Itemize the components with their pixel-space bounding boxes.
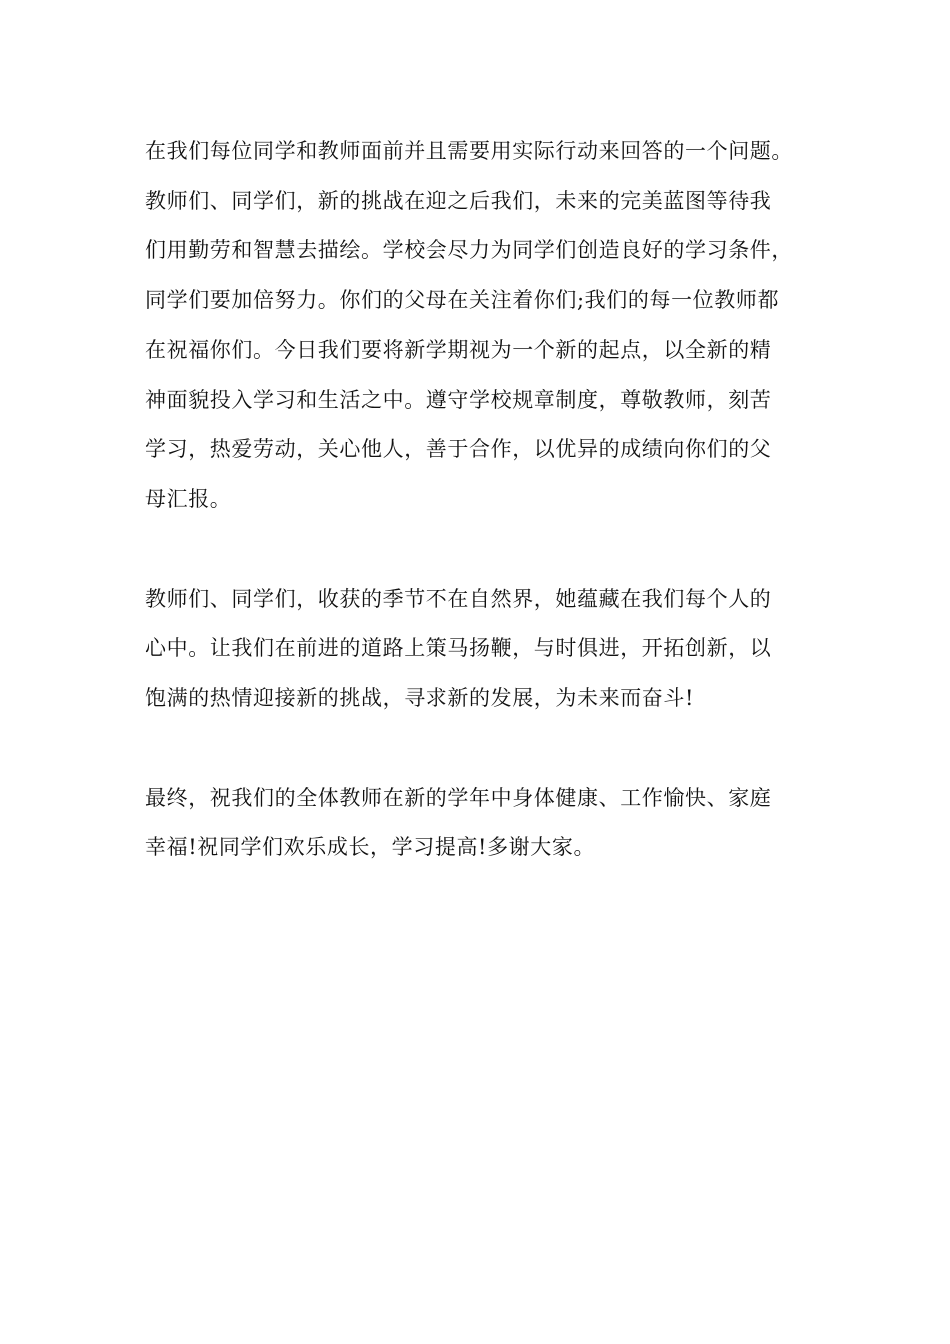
paragraph-1-line-6: 神面貌投入学习和生活之中。遵守学校规章制度，尊敬教师，刻苦 [145,388,772,412]
paragraph-1-line-5: 在祝福你们。今日我们要将新学期视为一个新的起点，以全新的精 [145,338,772,362]
paragraph-1-line-8: 母汇报。 [145,487,232,511]
paragraph-3-line-2: 幸福!祝同学们欢乐成长，学习提高!多谢大家。 [145,835,596,859]
paragraph-1-line-3: 们用勤劳和智慧去描绘。学校会尽力为同学们创造良好的学习条件， [145,238,793,262]
paragraph-1-line-1: 在我们每位同学和教师面前并且需要用实际行动来回答的一个问题。 [145,139,793,163]
paragraph-2-line-1: 教师们、同学们，收获的季节不在自然界，她蕴藏在我们每个人的 [145,587,772,611]
paragraph-1-line-4: 同学们要加倍努力。你们的父母在关注着你们;我们的每一位教师都 [145,288,780,312]
paragraph-2-line-3: 饱满的热情迎接新的挑战，寻求新的发展，为未来而奋斗! [145,686,695,710]
paragraph-3-line-1: 最终，祝我们的全体教师在新的学年中身体健康、工作愉快、家庭 [145,786,772,810]
paragraph-2-line-2: 心中。让我们在前进的道路上策马扬鞭，与时俱进，开拓创新，以 [145,636,772,660]
paragraph-1-line-7: 学习，热爱劳动，关心他人，善于合作，以优异的成绩向你们的父 [145,437,772,461]
paragraph-1-line-2: 教师们、同学们，新的挑战在迎之后我们，未来的完美蓝图等待我 [145,189,772,213]
